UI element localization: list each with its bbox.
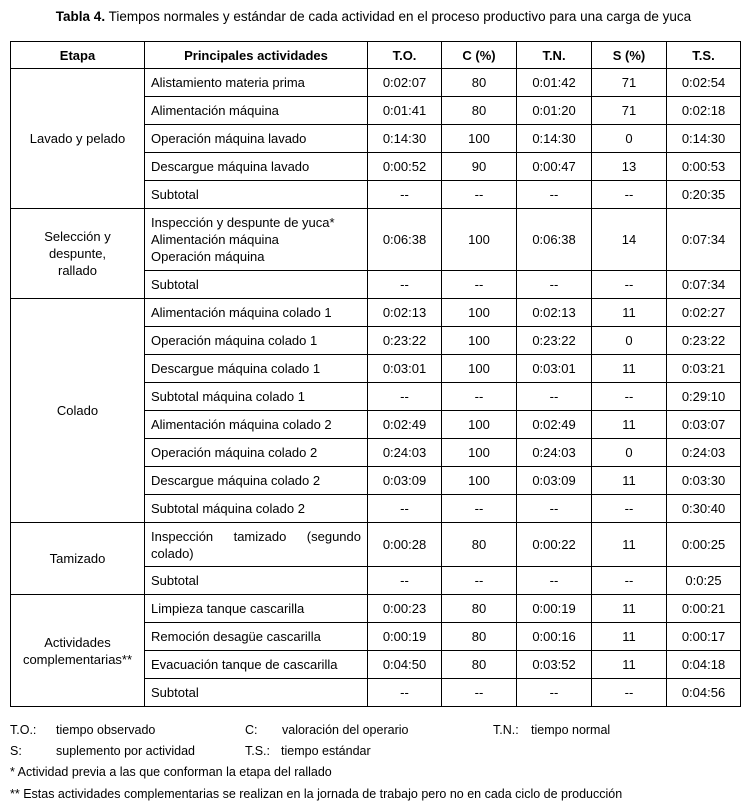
c-cell: 100 (442, 439, 517, 467)
c-cell: -- (442, 567, 517, 595)
to-cell: 0:00:28 (368, 523, 442, 567)
tn-cell: 0:03:01 (517, 355, 592, 383)
s-cell: 0 (592, 439, 667, 467)
activity-cell: Limpieza tanque cascarilla (145, 595, 368, 623)
activity-cell: Evacuación tanque de cascarilla (145, 651, 368, 679)
s-cell: -- (592, 271, 667, 299)
col-ts: T.S. (667, 42, 741, 69)
to-cell: -- (368, 383, 442, 411)
s-cell: 11 (592, 299, 667, 327)
ts-cell: 0:29:10 (667, 383, 741, 411)
legend-abbr: C: (245, 723, 258, 737)
ts-cell: 0:00:21 (667, 595, 741, 623)
c-cell: 80 (442, 595, 517, 623)
tn-cell: -- (517, 679, 592, 707)
table-row (11, 299, 741, 327)
to-cell: 0:00:23 (368, 595, 442, 623)
c-cell: 100 (442, 411, 517, 439)
table-row (11, 523, 741, 567)
tn-cell: 0:02:13 (517, 299, 592, 327)
table-number: Tabla 4. (55, 9, 106, 24)
ts-cell: 0:02:54 (667, 69, 741, 97)
ts-cell: 0:02:27 (667, 299, 741, 327)
table-title: Tiempos normales y estándar de cada actividad en el proceso productivo para una carga de yuca (105, 9, 692, 24)
c-cell: 100 (442, 355, 517, 383)
ts-cell: 0:04:18 (667, 651, 741, 679)
table-row (11, 595, 741, 623)
legend-abbr: T.S.: (245, 744, 271, 758)
legend-text: tiempo observado (56, 723, 156, 737)
activity-cell: Operación máquina colado 1 (145, 327, 368, 355)
activity-cell: Descargue máquina colado 2 (145, 467, 368, 495)
ts-cell: 0:0:25 (667, 567, 741, 595)
stage-cell: Lavado y pelado (11, 69, 145, 209)
to-cell: 0:02:07 (368, 69, 442, 97)
activity-cell: Subtotal máquina colado 2 (145, 495, 368, 523)
s-cell: 11 (592, 355, 667, 383)
ts-cell: 0:03:30 (667, 467, 741, 495)
ts-cell: 0:07:34 (667, 209, 741, 271)
s-cell: 71 (592, 97, 667, 125)
to-cell: 0:14:30 (368, 125, 442, 153)
col-tn: T.N. (517, 42, 592, 69)
c-cell: 80 (442, 523, 517, 567)
tn-cell: 0:00:22 (517, 523, 592, 567)
c-cell: -- (442, 383, 517, 411)
tn-cell: 0:03:09 (517, 467, 592, 495)
s-cell: -- (592, 495, 667, 523)
activity-cell: Alimentación máquina colado 1 (145, 299, 368, 327)
tn-cell: -- (517, 383, 592, 411)
s-cell: -- (592, 679, 667, 707)
s-cell: -- (592, 181, 667, 209)
to-cell: -- (368, 181, 442, 209)
s-cell: 71 (592, 69, 667, 97)
tn-cell: 0:00:16 (517, 623, 592, 651)
activity-cell: Subtotal (145, 181, 368, 209)
activity-cell: Subtotal (145, 271, 368, 299)
c-cell: -- (442, 181, 517, 209)
s-cell: 11 (592, 411, 667, 439)
c-cell: 80 (442, 623, 517, 651)
to-cell: 0:24:03 (368, 439, 442, 467)
activity-cell: Alimentación máquina (145, 97, 368, 125)
s-cell: -- (592, 567, 667, 595)
ts-cell: 0:24:03 (667, 439, 741, 467)
legend-text: valoración del operario (282, 723, 409, 737)
c-cell: 80 (442, 97, 517, 125)
activity-cell: Operación máquina lavado (145, 125, 368, 153)
footnote-text: * Actividad previa a las que conforman la etapa del rallado (10, 765, 332, 779)
tn-cell: 0:03:52 (517, 651, 592, 679)
ts-cell: 0:23:22 (667, 327, 741, 355)
tn-cell: -- (517, 271, 592, 299)
activity-cell: Subtotal máquina colado 1 (145, 383, 368, 411)
col-actividades: Principales actividades (145, 42, 368, 69)
footnote-text: ** Estas actividades complementarias se realizan en la jornada de trabajo pero no en cada ciclo de producción (10, 787, 623, 801)
tn-cell: 0:24:03 (517, 439, 592, 467)
to-cell: 0:04:50 (368, 651, 442, 679)
c-cell: 100 (442, 209, 517, 271)
activity-cell: Alistamiento materia prima (145, 69, 368, 97)
tn-cell: 0:14:30 (517, 125, 592, 153)
ts-cell: 0:04:56 (667, 679, 741, 707)
to-cell: 0:01:41 (368, 97, 442, 125)
col-to: T.O. (368, 42, 442, 69)
c-cell: 80 (442, 69, 517, 97)
ts-cell: 0:03:21 (667, 355, 741, 383)
s-cell: 11 (592, 523, 667, 567)
s-cell: 0 (592, 125, 667, 153)
tn-cell: -- (517, 567, 592, 595)
header-row (11, 42, 741, 69)
legend-abbr: S: (10, 744, 22, 758)
table-row (11, 209, 741, 271)
c-cell: 90 (442, 153, 517, 181)
s-cell: -- (592, 383, 667, 411)
ts-cell: 0:30:40 (667, 495, 741, 523)
to-cell: 0:03:09 (368, 467, 442, 495)
c-cell: 100 (442, 327, 517, 355)
stage-cell: Selección y despunte, rallado (11, 209, 145, 299)
to-cell: 0:23:22 (368, 327, 442, 355)
col-s: S (%) (592, 42, 667, 69)
to-cell: 0:06:38 (368, 209, 442, 271)
table-row (11, 69, 741, 97)
c-cell: -- (442, 271, 517, 299)
col-c: C (%) (442, 42, 517, 69)
c-cell: 100 (442, 467, 517, 495)
activity-cell: Operación máquina colado 2 (145, 439, 368, 467)
tn-cell: 0:01:42 (517, 69, 592, 97)
activity-cell: Alimentación máquina colado 2 (145, 411, 368, 439)
to-cell: -- (368, 271, 442, 299)
s-cell: 0 (592, 327, 667, 355)
c-cell: 80 (442, 651, 517, 679)
c-cell: 100 (442, 299, 517, 327)
tn-cell: 0:01:20 (517, 97, 592, 125)
tn-cell: -- (517, 495, 592, 523)
stage-cell: Tamizado (11, 523, 145, 595)
tn-cell: 0:06:38 (517, 209, 592, 271)
ts-cell: 0:14:30 (667, 125, 741, 153)
ts-cell: 0:00:53 (667, 153, 741, 181)
s-cell: 14 (592, 209, 667, 271)
tn-cell: 0:02:49 (517, 411, 592, 439)
col-etapa: Etapa (11, 42, 145, 69)
activity-cell: Subtotal (145, 567, 368, 595)
activity-cell: Inspección y despunte de yuca* Alimentación máquina Operación máquina (145, 209, 368, 271)
stage-cell: Actividades complementarias** (11, 595, 145, 707)
tn-cell: 0:00:47 (517, 153, 592, 181)
activity-cell: Subtotal (145, 679, 368, 707)
tn-cell: -- (517, 181, 592, 209)
to-cell: -- (368, 567, 442, 595)
to-cell: 0:02:13 (368, 299, 442, 327)
activity-cell: Remoción desagüe cascarilla (145, 623, 368, 651)
legend-abbr: T.O.: (10, 723, 37, 737)
activity-cell: Inspección tamizado (segundo colado) (145, 523, 368, 567)
c-cell: 100 (442, 125, 517, 153)
tn-cell: 0:00:19 (517, 595, 592, 623)
to-cell: 0:00:19 (368, 623, 442, 651)
to-cell: -- (368, 495, 442, 523)
times-table (10, 41, 741, 707)
legend-text: tiempo normal (531, 723, 611, 737)
stage-cell: Colado (11, 299, 145, 523)
ts-cell: 0:07:34 (667, 271, 741, 299)
c-cell: -- (442, 679, 517, 707)
ts-cell: 0:20:35 (667, 181, 741, 209)
legend-text: tiempo estándar (281, 744, 371, 758)
activity-cell: Descargue máquina colado 1 (145, 355, 368, 383)
ts-cell: 0:02:18 (667, 97, 741, 125)
s-cell: 11 (592, 623, 667, 651)
activity-cell: Descargue máquina lavado (145, 153, 368, 181)
to-cell: 0:00:52 (368, 153, 442, 181)
c-cell: -- (442, 495, 517, 523)
s-cell: 13 (592, 153, 667, 181)
s-cell: 11 (592, 467, 667, 495)
table-caption (0, 9, 747, 24)
to-cell: 0:03:01 (368, 355, 442, 383)
tn-cell: 0:23:22 (517, 327, 592, 355)
to-cell: -- (368, 679, 442, 707)
s-cell: 11 (592, 651, 667, 679)
legend-text: suplemento por actividad (56, 744, 195, 758)
to-cell: 0:02:49 (368, 411, 442, 439)
ts-cell: 0:00:25 (667, 523, 741, 567)
ts-cell: 0:03:07 (667, 411, 741, 439)
legend-abbr: T.N.: (493, 723, 519, 737)
ts-cell: 0:00:17 (667, 623, 741, 651)
s-cell: 11 (592, 595, 667, 623)
